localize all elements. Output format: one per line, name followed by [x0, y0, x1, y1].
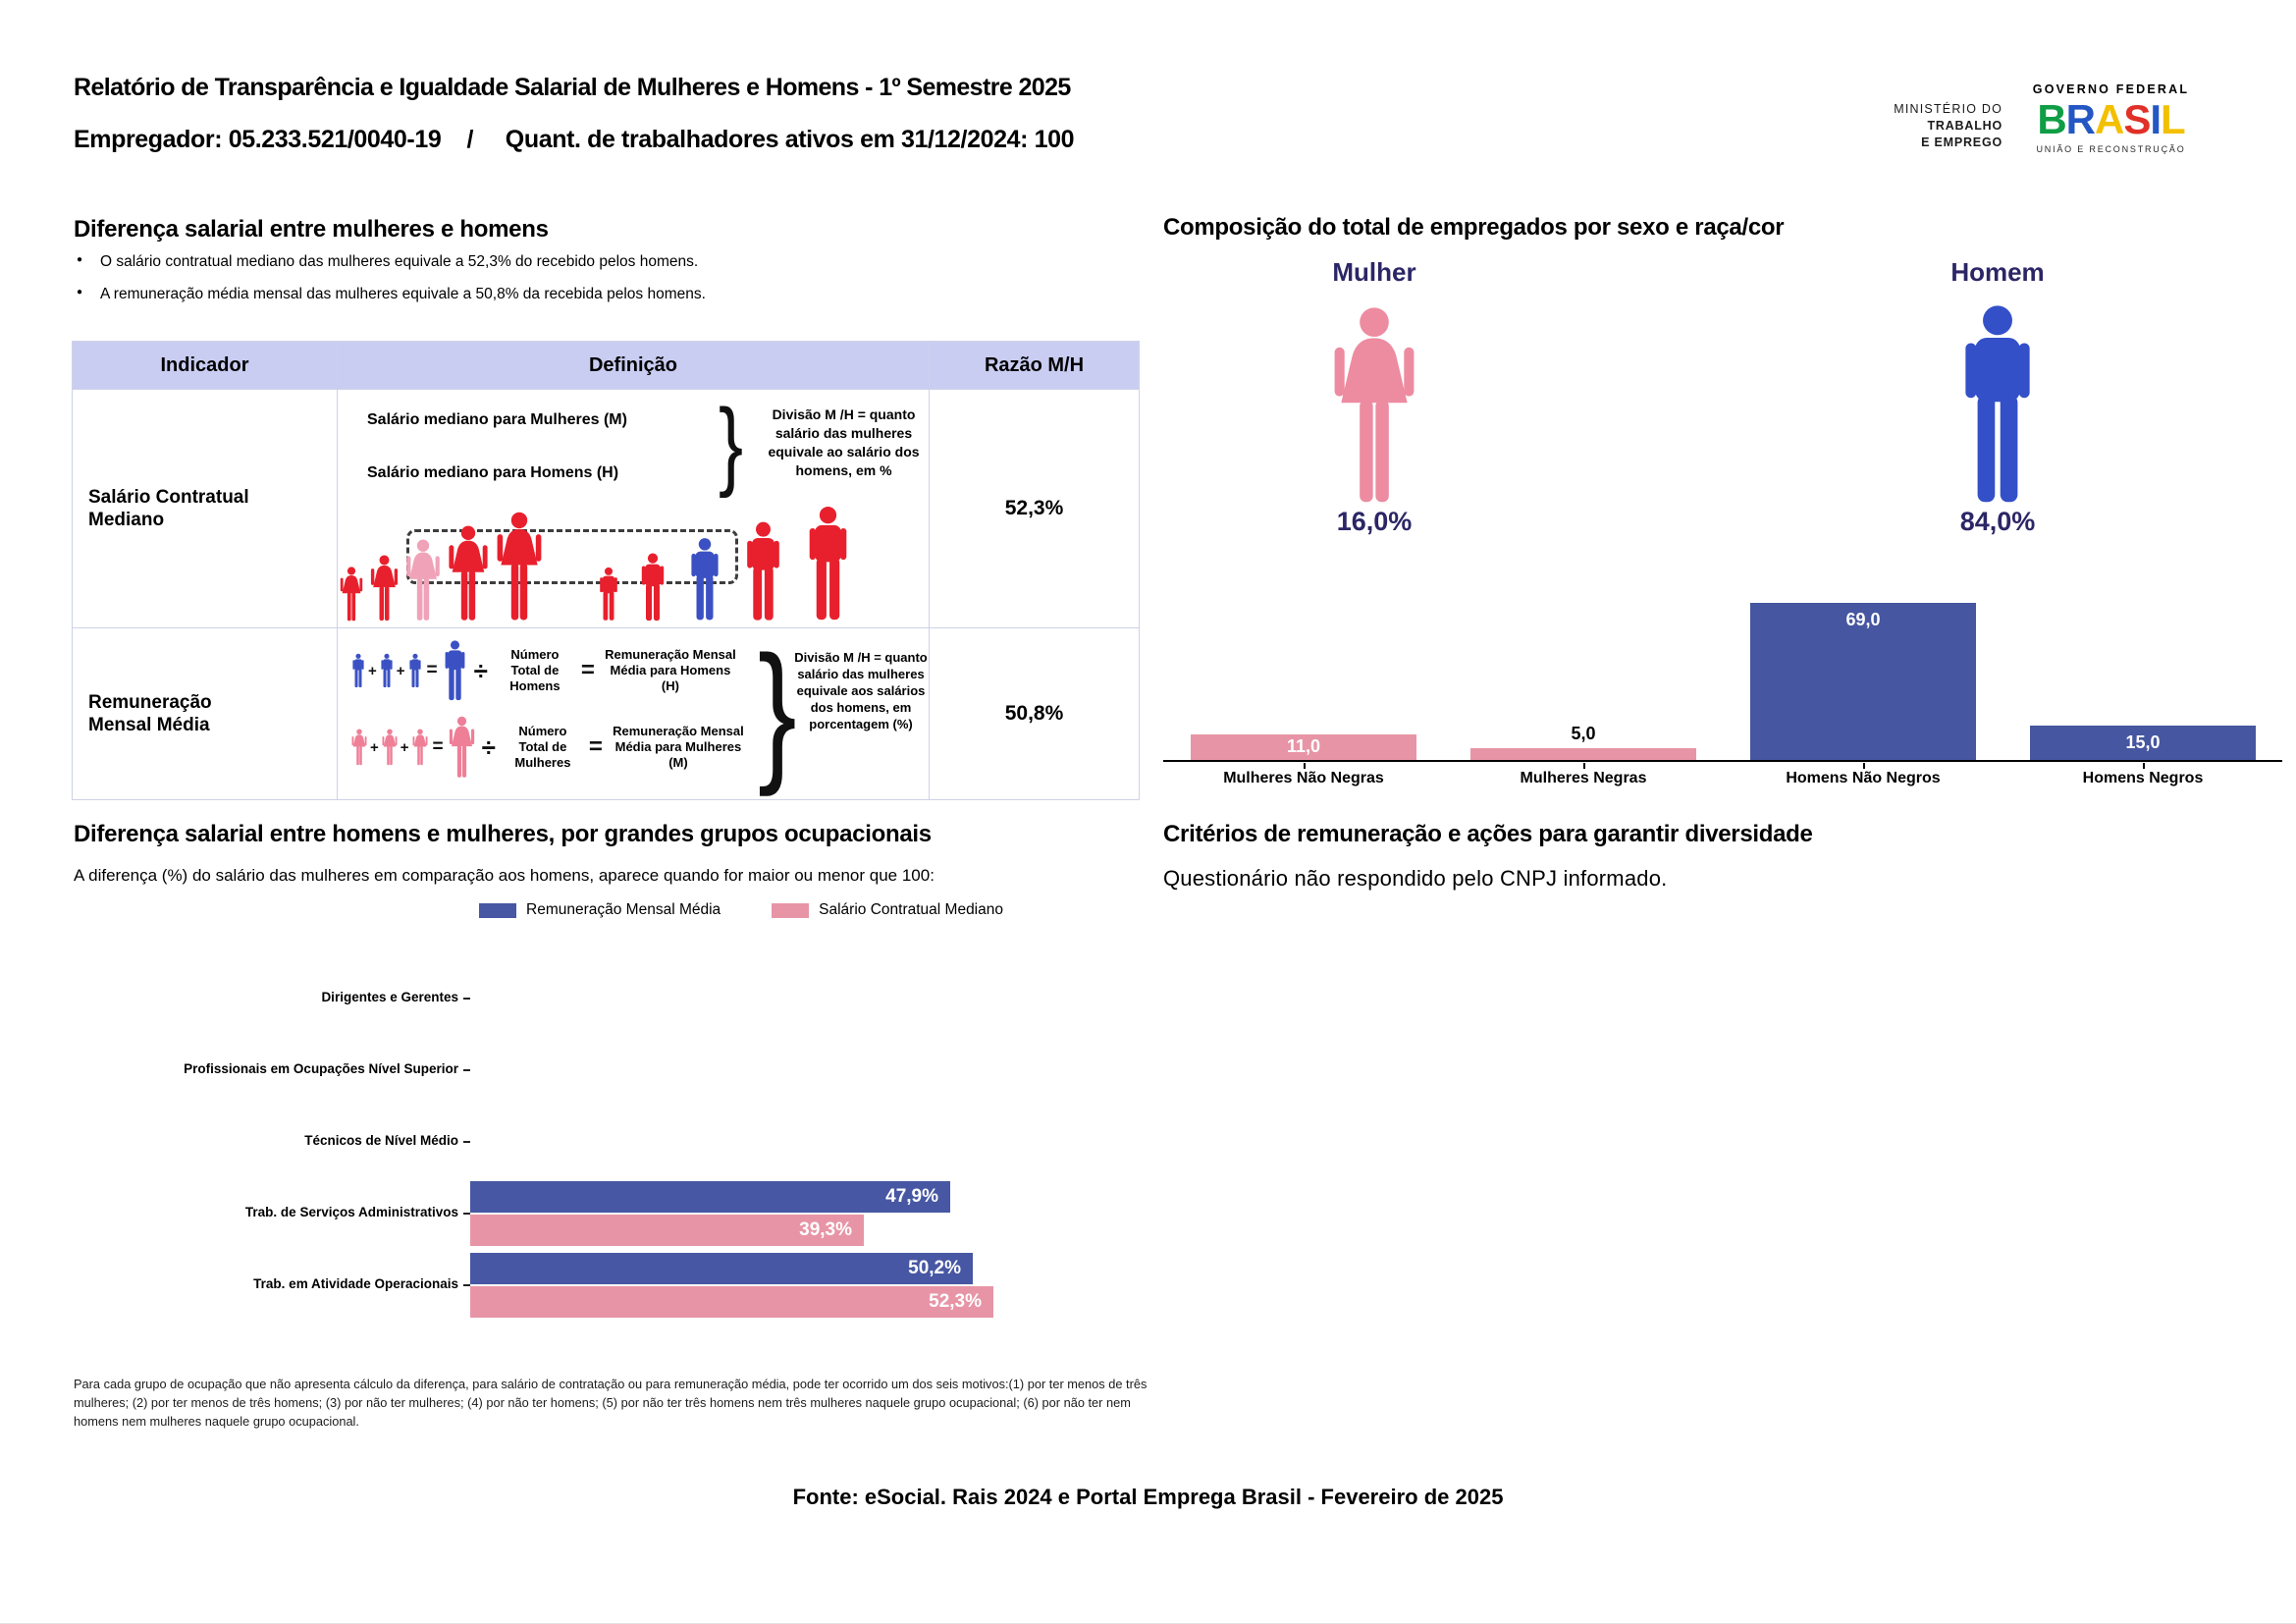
occupation-row [74, 962, 1148, 1034]
brasil-letter: L [2161, 96, 2185, 142]
female-figure-icon [412, 729, 428, 766]
male-figure-large-icon [443, 640, 467, 701]
female-figure-icon [448, 525, 489, 622]
axis-tick [463, 1213, 470, 1215]
occupation-label: Técnicos de Nível Médio [304, 1133, 458, 1149]
female-figure-icon [370, 555, 399, 622]
bar-value-label: 52,3% [929, 1290, 982, 1312]
ministry-line: MINISTÉRIO DO [1894, 102, 2002, 116]
male-figure-icon [408, 653, 422, 688]
composition-bar [1750, 603, 1976, 760]
source-footer: Fonte: eSocial. Rais 2024 e Portal Emprega Brasil - Fevereiro de 2025 [792, 1485, 1504, 1509]
female-figure-icon [382, 729, 398, 766]
brasil-logo [2030, 82, 2192, 154]
male-percentage: 84,0% [1959, 507, 2036, 536]
occupation-bars [470, 1253, 1148, 1318]
bar-value-label: 11,0 [1286, 736, 1321, 757]
legend-swatch-pink [772, 903, 809, 918]
female-figure-icon [351, 729, 367, 766]
composition-bar [2030, 726, 2256, 760]
criteria-heading: Critérios de remuneração e ações para garantir diversidade [1163, 821, 1813, 847]
definition-line: Salário mediano para Mulheres (M) [367, 411, 627, 428]
definition-line: Salário mediano para Homens (H) [367, 464, 619, 481]
male-figure-icon [598, 567, 619, 622]
occupation-bars [470, 1181, 1148, 1246]
equals-operator: = [588, 733, 603, 760]
male-figure-icon [380, 653, 394, 688]
indicator-label: Salário Contratual Mediano [88, 486, 249, 530]
occupation-bar-salario [470, 1286, 993, 1318]
bar-value-label: 39,3% [799, 1218, 852, 1240]
ratio-value: 52,3% [930, 390, 1140, 628]
divisor-label: Número Total de Mulheres [514, 723, 571, 771]
indicator-cell [73, 628, 338, 800]
female-figure-large-icon [449, 716, 475, 779]
brasil-letter: S [2123, 96, 2151, 142]
ministry-line: TRABALHO [1927, 119, 2002, 133]
axis-tick [2143, 763, 2145, 769]
male-figure-icon [743, 521, 783, 622]
occupation-label: Profissionais em Ocupações Nível Superior [184, 1061, 458, 1077]
bar-value-label: 5,0 [1571, 724, 1596, 743]
male-figure-icon [351, 653, 365, 688]
axis-tick [463, 998, 470, 1000]
male-figure-icon [639, 553, 667, 622]
bar-value-label: 69,0 [1845, 610, 1881, 629]
occupation-row [74, 1249, 1148, 1321]
gov-federal-label: GOVERNO FEDERAL [2032, 82, 2190, 96]
salary-gap-heading: Diferença salarial entre mulheres e homens [74, 216, 549, 243]
bullet-item: ● A remuneração média mensal das mulheres equivale a 50,8% da recebida pelos homens. [77, 286, 1058, 303]
indicator-cell [73, 390, 338, 628]
column-header-indicador: Indicador [73, 342, 338, 390]
female-median-figure-icon [405, 539, 441, 622]
axis-tick [463, 1284, 470, 1286]
ratio-value: 50,8% [930, 628, 1140, 800]
composition-bar [1470, 724, 1696, 760]
occupation-label: Trab. em Atividade Operacionais [253, 1276, 458, 1292]
bar-value-label: 50,2% [908, 1257, 961, 1278]
men-average-formula [351, 636, 740, 705]
composition-bar-chart [1163, 564, 2282, 762]
report-subtitle: Empregador: 05.233.521/0040-19 / Quant. de trabalhadores ativos em 31/12/2024: 100 [74, 126, 1075, 153]
male-group-label: Homem [1950, 257, 2045, 287]
equals-operator: = [432, 736, 444, 757]
brasil-wordmark [2030, 98, 2192, 141]
composition-heading: Composição do total de empregados por sexo e raça/cor [1163, 214, 1785, 241]
composition-bar [1191, 734, 1416, 760]
occupation-label: Dirigentes e Gerentes [321, 990, 458, 1005]
occupation-bars [470, 1110, 1148, 1174]
occupation-bar-chart [74, 962, 1148, 1321]
axis-tick [1583, 763, 1585, 769]
occupation-subtitle: A diferença (%) do salário das mulheres em comparação aos homens, aparece quando for maior ou menor que 100: [74, 866, 934, 885]
occupation-bar-remuneracao [470, 1253, 973, 1284]
salary-gap-bullets [77, 253, 1058, 318]
category-label: Homens Não Negros [1786, 770, 1941, 786]
column-header-razao: Razão M/H [930, 342, 1140, 390]
divisor-label: Número Total de Homens [509, 646, 561, 694]
female-figure-icon [496, 512, 543, 622]
women-average-formula [351, 713, 748, 782]
salary-median-figures [338, 506, 929, 625]
result-label: Remuneração Mensal Média para Homens (H) [605, 646, 736, 694]
legend-label: Remuneração Mensal Média [526, 901, 721, 918]
occupation-bars [470, 1038, 1148, 1103]
occupation-bar-salario [470, 1215, 864, 1246]
table-header-row [73, 342, 1140, 390]
brasil-letter: R [2065, 96, 2095, 142]
report-title: Relatório de Transparência e Igualdade Salarial de Mulheres e Homens - 1º Semestre 2025 [74, 74, 1071, 101]
axis-tick [1304, 763, 1306, 769]
plus-operator: + [396, 662, 405, 679]
female-pictogram-icon [1325, 306, 1423, 505]
brace-glyph: } [758, 624, 797, 797]
brace-glyph: } [719, 389, 744, 499]
occupation-bar-remuneracao [470, 1181, 950, 1213]
plus-operator: + [370, 738, 379, 756]
legend-swatch-blue [479, 903, 516, 918]
bar-value-label: 47,9% [885, 1185, 938, 1207]
occupation-row [74, 1106, 1148, 1177]
axis-tick [1863, 763, 1865, 769]
chart-footnote: Para cada grupo de ocupação que não apresenta cálculo da diferença, para salário de contratação ou para remuneração média, pode ter ocorrido um dos seis motivos:(1) por ter menos de três mulheres; (2) por ter menos de três homens; (3) por não ter mulheres; (4) por não ter homens; (5) por não ter três homens nem três mulheres naquele grupo ocupacional; (6) por não ter nem homens nem mulheres naquele grupo ocupacional. [74, 1377, 1148, 1430]
gov-slogan: UNIÃO E RECONSTRUÇÃO [2036, 144, 2186, 154]
result-label: Remuneração Mensal Média para Mulheres (M) [613, 723, 744, 771]
plus-operator: + [400, 738, 409, 756]
occupation-bars [470, 966, 1148, 1031]
definition-cell [338, 624, 930, 800]
occupation-row [74, 1034, 1148, 1106]
legend-item [772, 901, 1003, 919]
ministry-line: E EMPREGO [1921, 135, 2002, 149]
female-figure-icon [340, 567, 363, 622]
chart-legend [479, 901, 1044, 919]
category-label: Mulheres Negras [1520, 770, 1647, 786]
criteria-body: Questionário não respondido pelo CNPJ informado. [1163, 866, 1668, 891]
brasil-letter: A [2095, 96, 2124, 142]
occupation-heading: Diferença salarial entre homens e mulheres, por grandes grupos ocupacionais [74, 821, 932, 847]
divide-operator: ÷ [481, 731, 496, 762]
table-row [73, 390, 1140, 628]
male-pictogram-icon [1950, 304, 2045, 505]
occupation-row [74, 1177, 1148, 1249]
male-median-figure-icon [688, 537, 721, 622]
female-group-label: Mulher [1332, 257, 1416, 287]
category-label: Homens Negros [2082, 770, 2204, 786]
equals-operator: = [580, 657, 595, 683]
indicator-label: Remuneração Mensal Média [88, 691, 212, 735]
definition-note: Divisão M /H = quanto salário das mulheres equivale ao salário dos homens, em % [768, 406, 920, 478]
ministry-logo [1845, 101, 2002, 151]
male-figure-icon [805, 506, 851, 622]
occupation-label: Trab. de Serviços Administrativos [244, 1205, 458, 1220]
legend-label: Salário Contratual Mediano [819, 901, 1003, 918]
axis-tick [463, 1069, 470, 1071]
definition-cell [338, 390, 930, 628]
axis-tick [463, 1141, 470, 1143]
column-header-definicao: Definição [338, 342, 930, 390]
divide-operator: ÷ [473, 655, 488, 685]
bar-value-label: 15,0 [2125, 731, 2161, 752]
bullet-item: ● O salário contratual mediano das mulheres equivale a 52,3% do recebido pelos homens. [77, 253, 1058, 271]
category-label: Mulheres Não Negras [1223, 770, 1384, 786]
plus-operator: + [368, 662, 377, 679]
equals-operator: = [426, 660, 438, 680]
brasil-letter: I [2150, 96, 2162, 142]
female-percentage: 16,0% [1336, 507, 1413, 536]
indicator-definition-table [72, 341, 1140, 800]
table-row [73, 628, 1140, 800]
legend-item [479, 901, 721, 919]
brasil-letter: B [2037, 96, 2066, 142]
definition-note: Divisão M /H = quanto salário das mulheres equivale aos salários dos homens, em porcentagem (%) [794, 650, 928, 731]
